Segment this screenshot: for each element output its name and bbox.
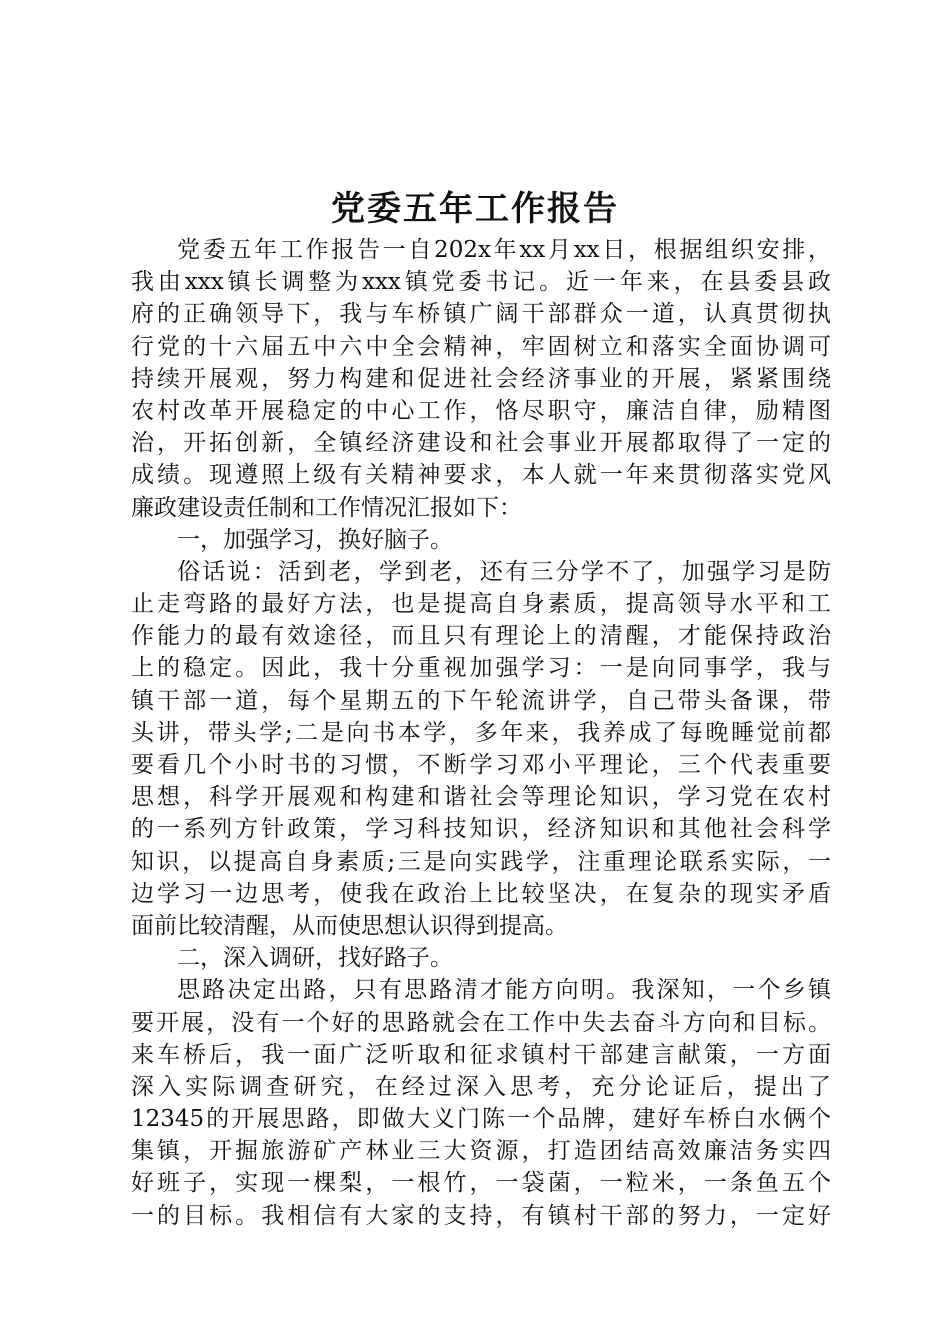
text-line: 集镇，开掘旅游矿产林业三大资源，打造团结高效廉洁务实四 bbox=[131, 1138, 831, 1165]
text-line: 思想，科学开展观和构建和谐社会等理论知识，学习党在农村 bbox=[131, 784, 831, 811]
text-line: 治，开拓创新，全镇经济建设和社会事业开展都取得了一定的 bbox=[131, 430, 831, 457]
text-line: 府的正确领导下，我与车桥镇广阔干部群众一道，认真贯彻执 bbox=[131, 301, 831, 328]
text-line: 俗话说：活到老，学到老，还有三分学不了，加强学习是防 bbox=[177, 558, 831, 585]
text-line: 12345的开展思路，即做大义门陈一个品牌，建好车桥白水俩个 bbox=[131, 1106, 831, 1133]
section-heading: 二，深入调研，找好路子。 bbox=[177, 945, 453, 972]
text-line: 作能力的最有效途径，而且只有理论上的清醒，才能保持政治 bbox=[131, 623, 831, 650]
text-line: 头讲，带头学;二是向书本学，多年来，我养成了每晚睡觉前都 bbox=[131, 719, 831, 746]
text-line: 党委五年工作报告一自202x年xx月xx日，根据组织安排， bbox=[177, 237, 831, 263]
text-line: 镇干部一道，每个星期五的下午轮流讲学，自己带头备课，带 bbox=[131, 687, 831, 714]
text-line: 面前比较清醒，从而使思想认识得到提高。 bbox=[131, 912, 568, 939]
text-line: 成绩。现遵照上级有关精神要求，本人就一年来贯彻落实党风 bbox=[131, 462, 831, 489]
text-line: 的一系列方针政策，学习科技知识，经济知识和其他社会科学 bbox=[131, 816, 831, 843]
text-line: 边学习一边思考，使我在政治上比较坚决，在复杂的现实矛盾 bbox=[131, 880, 831, 907]
text-line: 廉政建设责任制和工作情况汇报如下： bbox=[131, 494, 522, 521]
text-line: 农村改革开展稳定的中心工作，恪尽职守，廉洁自律，励精图 bbox=[131, 397, 831, 424]
text-line: 持续开展观，努力构建和促进社会经济事业的开展，紧紧围绕 bbox=[131, 365, 831, 392]
section-heading: 一，加强学习，换好脑子。 bbox=[177, 526, 453, 553]
text-line: 上的稳定。因此，我十分重视加强学习：一是向同事学，我与 bbox=[131, 655, 831, 682]
text-line: 知识，以提高自身素质;三是向实践学，注重理论联系实际，一 bbox=[131, 848, 831, 875]
text-line: 深入实际调查研究，在经过深入思考，充分论证后，提出了 bbox=[131, 1073, 831, 1100]
text-line: 思路决定出路，只有思路清才能方向明。我深知，一个乡镇 bbox=[177, 977, 831, 1004]
page-title: 党委五年工作报告 bbox=[331, 189, 619, 229]
text-line: 一的目标。我相信有大家的支持，有镇村干部的努力，一定好 bbox=[131, 1202, 831, 1229]
text-line: 要看几个小时书的习惯，不断学习邓小平理论，三个代表重要 bbox=[131, 752, 831, 778]
text-line: 来车桥后，我一面广泛听取和征求镇村干部建言献策，一方面 bbox=[131, 1041, 831, 1068]
text-line: 行党的十六届五中六中全会精神，牢固树立和落实全面协调可 bbox=[131, 333, 831, 360]
text-line: 我由xxx镇长调整为xxx镇党委书记。近一年来，在县委县政 bbox=[131, 269, 831, 296]
text-line: 好班子，实现一棵梨，一根竹，一袋菌，一粒米，一条鱼五个 bbox=[131, 1170, 831, 1197]
text-line: 止走弯路的最好方法，也是提高自身素质，提高领导水平和工 bbox=[131, 591, 831, 618]
document-body bbox=[131, 234, 831, 1232]
text-line: 要开展，没有一个好的思路就会在工作中失去奋斗方向和目标。 bbox=[131, 1009, 831, 1036]
